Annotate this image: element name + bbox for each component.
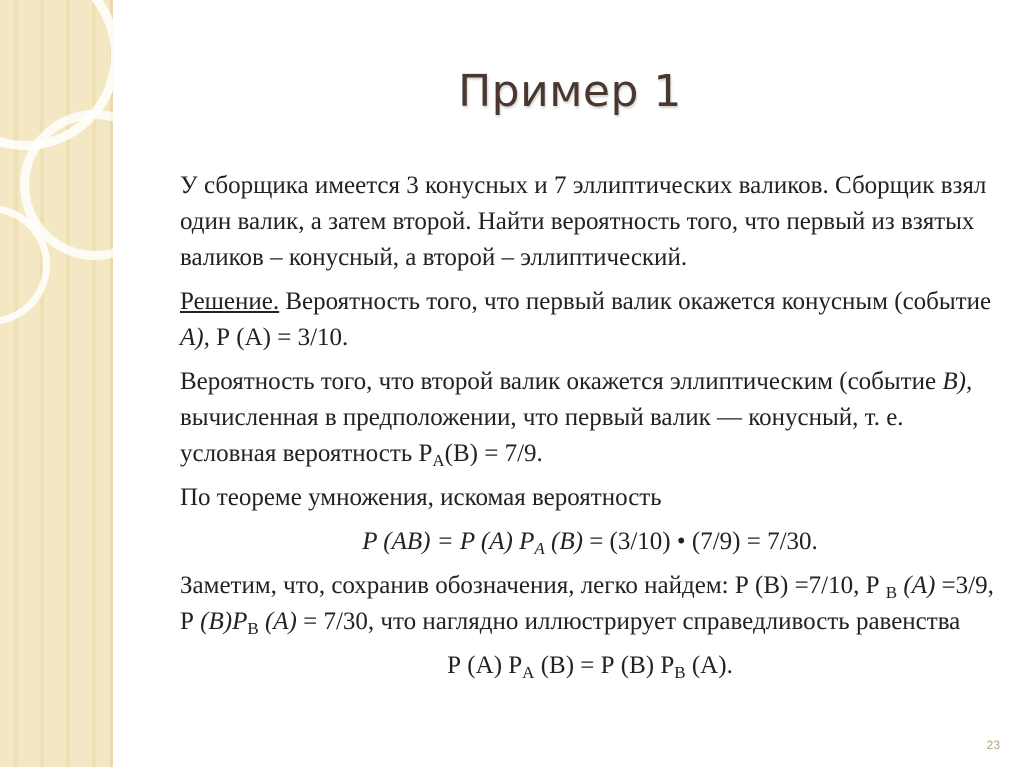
- note-text: = 7/30, что наглядно иллюстрирует справедливость равенства: [296, 608, 961, 635]
- slide-number: 23: [986, 738, 1000, 752]
- event-b: B),: [942, 368, 973, 395]
- subscript: А: [432, 451, 445, 470]
- note-paragraph: [180, 568, 1000, 640]
- theorem-paragraph: По теореме умножения, искомая вероятность: [180, 484, 662, 511]
- conditional-paragraph: [180, 364, 1000, 472]
- problem-statement: У сборщика имеется 3 конусных и 7 эллиптических валиков. Сборщик взял один валик, а затем второй. Найти вероятность того, что первый из взятых валиков – конусный, а второй – эллиптический.: [180, 172, 987, 271]
- subscript: B: [247, 619, 259, 638]
- subscript: В: [674, 663, 686, 682]
- subscript: A: [534, 539, 545, 558]
- note-text: Заметим, что, сохранив обозначения, легко найдем: Р (В) =7/10, Р: [180, 572, 886, 599]
- slide-title: Пример 1: [458, 66, 682, 117]
- solution-label: Решение.: [180, 288, 280, 315]
- solution-text: Вероятность того, что первый валик окажется конусным (событие: [279, 288, 992, 315]
- formula-result: = (3/10) • (7/9) = 7/30.: [582, 528, 818, 555]
- note-italic: (B)P: [200, 608, 248, 635]
- conditional-text-2: вычисленная в предположении, что первый валик — конусный, т. е. условная вероятность Р: [180, 404, 904, 467]
- equality-formula: [180, 648, 1000, 684]
- formula-part: (B): [544, 528, 583, 555]
- conditional-value: (В) = 7/9.: [444, 440, 543, 467]
- multiplication-formula: [180, 524, 1000, 560]
- slide-content: [180, 168, 1000, 692]
- note-text: =3/9, Р: [180, 572, 994, 635]
- decorative-rings: [0, 0, 130, 767]
- note-italic: (A): [897, 572, 936, 599]
- conditional-text: Вероятность того, что второй валик окажется эллиптическим (событие: [180, 368, 943, 395]
- equality-part: Р (А) Р: [447, 652, 523, 679]
- note-italic: (A): [258, 608, 297, 635]
- probability-a: Р (А) = 3/10.: [209, 324, 349, 351]
- equality-part: (А).: [685, 652, 733, 679]
- subscript: А: [522, 663, 535, 682]
- solution-paragraph: [180, 284, 1000, 356]
- equality-part: (В) = Р (В) Р: [534, 652, 675, 679]
- event-a: A),: [180, 324, 210, 351]
- formula-part: P (AB) = P (A) P: [362, 528, 535, 555]
- subscript: B: [885, 583, 898, 602]
